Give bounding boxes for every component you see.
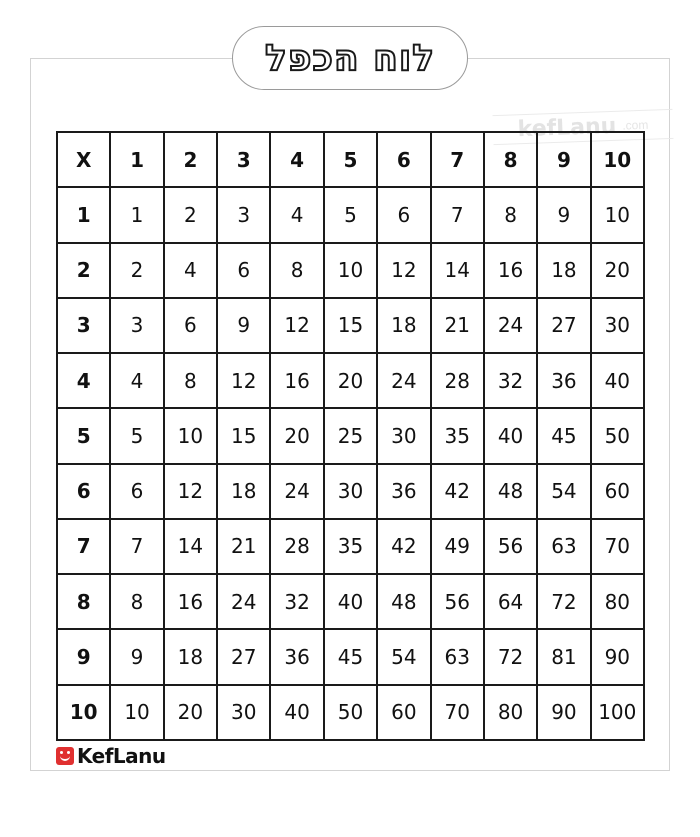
table-row (57, 298, 644, 353)
table-row (57, 574, 644, 629)
product-cell: 24 (217, 574, 270, 629)
product-cell: 72 (484, 629, 537, 684)
product-cell: 40 (591, 353, 644, 408)
product-cell: 14 (164, 519, 217, 574)
table-row (57, 187, 644, 242)
product-cell: 6 (377, 187, 430, 242)
product-cell: 16 (164, 574, 217, 629)
row-header-cell: 1 (57, 187, 110, 242)
product-cell: 15 (324, 298, 377, 353)
watermark-suffix: .com (622, 117, 649, 133)
row-header-cell: 4 (57, 353, 110, 408)
product-cell: 100 (591, 685, 644, 740)
product-cell: 7 (110, 519, 163, 574)
product-cell: 12 (377, 243, 430, 298)
product-cell: 7 (431, 187, 484, 242)
product-cell: 9 (217, 298, 270, 353)
column-header-cell: 8 (484, 132, 537, 187)
product-cell: 10 (324, 243, 377, 298)
product-cell: 4 (270, 187, 323, 242)
product-cell: 36 (270, 629, 323, 684)
product-cell: 12 (217, 353, 270, 408)
product-cell: 6 (217, 243, 270, 298)
row-header-cell: 5 (57, 408, 110, 463)
product-cell: 5 (110, 408, 163, 463)
product-cell: 80 (484, 685, 537, 740)
product-cell: 63 (537, 519, 590, 574)
product-cell: 50 (591, 408, 644, 463)
product-cell: 20 (591, 243, 644, 298)
product-cell: 81 (537, 629, 590, 684)
table-header-row (57, 132, 644, 187)
product-cell: 30 (324, 464, 377, 519)
product-cell: 36 (537, 353, 590, 408)
product-cell: 30 (591, 298, 644, 353)
product-cell: 10 (110, 685, 163, 740)
product-cell: 18 (377, 298, 430, 353)
product-cell: 4 (110, 353, 163, 408)
product-cell: 3 (110, 298, 163, 353)
product-cell: 42 (377, 519, 430, 574)
row-header-cell: 7 (57, 519, 110, 574)
product-cell: 90 (591, 629, 644, 684)
product-cell: 40 (324, 574, 377, 629)
product-cell: 18 (217, 464, 270, 519)
product-cell: 18 (164, 629, 217, 684)
product-cell: 16 (484, 243, 537, 298)
product-cell: 9 (537, 187, 590, 242)
product-cell: 25 (324, 408, 377, 463)
product-cell: 49 (431, 519, 484, 574)
brand-name: KefLanu (77, 744, 166, 768)
product-cell: 60 (591, 464, 644, 519)
product-cell: 80 (591, 574, 644, 629)
brand-logo (56, 745, 166, 767)
table-row (57, 243, 644, 298)
product-cell: 2 (164, 187, 217, 242)
product-cell: 32 (270, 574, 323, 629)
product-cell: 4 (164, 243, 217, 298)
product-cell: 72 (537, 574, 590, 629)
product-cell: 20 (270, 408, 323, 463)
product-cell: 8 (110, 574, 163, 629)
product-cell: 10 (591, 187, 644, 242)
product-cell: 45 (324, 629, 377, 684)
product-cell: 6 (110, 464, 163, 519)
product-cell: 70 (431, 685, 484, 740)
row-header-cell: 2 (57, 243, 110, 298)
product-cell: 6 (164, 298, 217, 353)
column-header-cell: 7 (431, 132, 484, 187)
product-cell: 3 (217, 187, 270, 242)
table-row (57, 685, 644, 740)
table-row (57, 519, 644, 574)
product-cell: 12 (164, 464, 217, 519)
product-cell: 20 (324, 353, 377, 408)
product-cell: 1 (110, 187, 163, 242)
product-cell: 48 (377, 574, 430, 629)
product-cell: 56 (484, 519, 537, 574)
product-cell: 9 (110, 629, 163, 684)
table-row (57, 353, 644, 408)
product-cell: 24 (377, 353, 430, 408)
product-cell: 15 (217, 408, 270, 463)
product-cell: 8 (484, 187, 537, 242)
product-cell: 54 (377, 629, 430, 684)
product-cell: 24 (270, 464, 323, 519)
product-cell: 21 (217, 519, 270, 574)
product-cell: 48 (484, 464, 537, 519)
corner-cell: X (57, 132, 110, 187)
column-header-cell: 6 (377, 132, 430, 187)
product-cell: 18 (537, 243, 590, 298)
product-cell: 27 (537, 298, 590, 353)
table-body (57, 132, 644, 740)
product-cell: 21 (431, 298, 484, 353)
product-cell: 63 (431, 629, 484, 684)
product-cell: 35 (324, 519, 377, 574)
product-cell: 20 (164, 685, 217, 740)
product-cell: 64 (484, 574, 537, 629)
product-cell: 28 (270, 519, 323, 574)
column-header-cell: 4 (270, 132, 323, 187)
row-header-cell: 9 (57, 629, 110, 684)
product-cell: 30 (217, 685, 270, 740)
table-row (57, 629, 644, 684)
product-cell: 32 (484, 353, 537, 408)
product-cell: 10 (164, 408, 217, 463)
product-cell: 70 (591, 519, 644, 574)
product-cell: 42 (431, 464, 484, 519)
product-cell: 90 (537, 685, 590, 740)
product-cell: 30 (377, 408, 430, 463)
column-header-cell: 1 (110, 132, 163, 187)
product-cell: 50 (324, 685, 377, 740)
product-cell: 28 (431, 353, 484, 408)
product-cell: 8 (270, 243, 323, 298)
column-header-cell: 9 (537, 132, 590, 187)
product-cell: 2 (110, 243, 163, 298)
row-header-cell: 6 (57, 464, 110, 519)
product-cell: 35 (431, 408, 484, 463)
product-cell: 45 (537, 408, 590, 463)
product-cell: 16 (270, 353, 323, 408)
product-cell: 40 (270, 685, 323, 740)
page-title: לוח הכפל (265, 37, 435, 79)
product-cell: 60 (377, 685, 430, 740)
row-header-cell: 3 (57, 298, 110, 353)
product-cell: 40 (484, 408, 537, 463)
product-cell: 27 (217, 629, 270, 684)
column-header-cell: 2 (164, 132, 217, 187)
row-header-cell: 10 (57, 685, 110, 740)
product-cell: 56 (431, 574, 484, 629)
product-cell: 36 (377, 464, 430, 519)
product-cell: 5 (324, 187, 377, 242)
product-cell: 8 (164, 353, 217, 408)
title-banner (232, 26, 468, 90)
column-header-cell: 3 (217, 132, 270, 187)
watermark-text: kefLanu (517, 113, 617, 142)
product-cell: 12 (270, 298, 323, 353)
multiplication-table (56, 131, 645, 741)
product-cell: 24 (484, 298, 537, 353)
column-header-cell: 10 (591, 132, 644, 187)
smiley-logo-icon (56, 747, 74, 765)
table-row (57, 464, 644, 519)
product-cell: 14 (431, 243, 484, 298)
product-cell: 54 (537, 464, 590, 519)
table-row (57, 408, 644, 463)
row-header-cell: 8 (57, 574, 110, 629)
column-header-cell: 5 (324, 132, 377, 187)
